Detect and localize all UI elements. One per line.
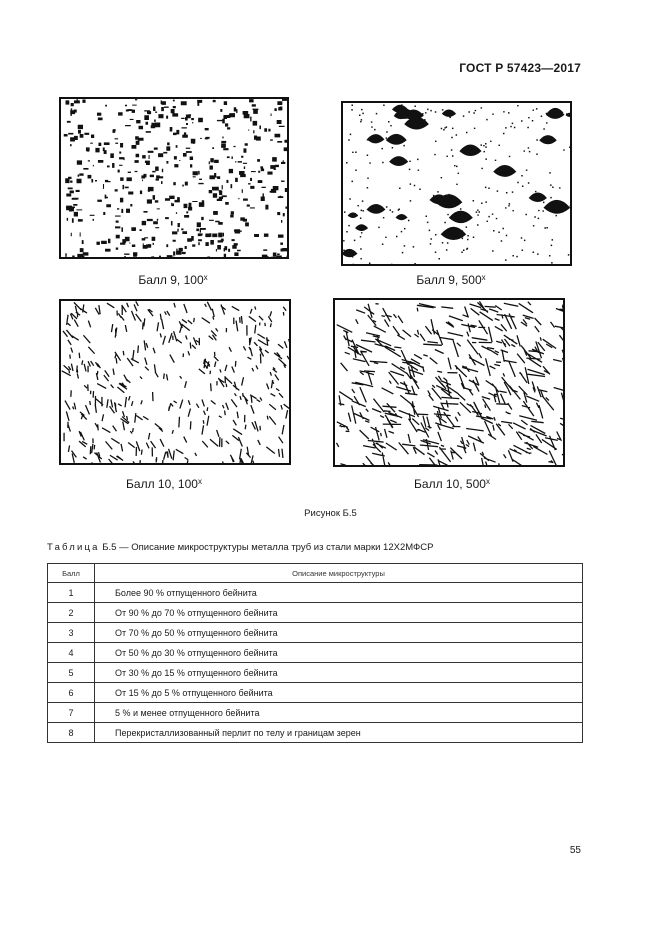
table-title bbox=[47, 542, 433, 553]
cell-description: От 70 % до 50 % отпущенного бейнита bbox=[95, 623, 583, 643]
page-number: 55 bbox=[569, 845, 581, 856]
cell-ball: 4 bbox=[48, 643, 95, 663]
table-row bbox=[48, 663, 583, 683]
micrograph-texture bbox=[343, 103, 570, 264]
table-row bbox=[48, 683, 583, 703]
micrograph-ball-10-500x bbox=[333, 298, 565, 467]
caption-text: Балл 9, 100 bbox=[138, 273, 204, 287]
header-description: Описание микроструктуры bbox=[95, 564, 583, 583]
cell-description: Перекристаллизованный перлит по телу и границам зерен bbox=[95, 723, 583, 743]
cell-description: От 30 % до 15 % отпущенного бейнита bbox=[95, 663, 583, 683]
magnification-mark: x bbox=[197, 477, 202, 486]
table-row bbox=[48, 703, 583, 723]
magnification-mark: x bbox=[481, 273, 486, 282]
table-row bbox=[48, 583, 583, 603]
caption-ball-10-500x bbox=[332, 477, 572, 491]
magnification-mark: x bbox=[203, 273, 208, 282]
magnification-mark: x bbox=[485, 477, 490, 486]
micrograph-ball-10-100x bbox=[59, 299, 291, 465]
cell-ball: 3 bbox=[48, 623, 95, 643]
cell-description: От 50 % до 30 % отпущенного бейнита bbox=[95, 643, 583, 663]
cell-description: Более 90 % отпущенного бейнита bbox=[95, 583, 583, 603]
micrograph-particles bbox=[343, 104, 570, 264]
micrograph-texture bbox=[335, 300, 563, 465]
table-row bbox=[48, 603, 583, 623]
cell-ball: 2 bbox=[48, 603, 95, 623]
header-ball: Балл bbox=[48, 564, 95, 583]
caption-text: Балл 10, 500 bbox=[414, 477, 486, 491]
micrograph-lines bbox=[62, 301, 289, 463]
caption-ball-9-500x bbox=[331, 273, 571, 287]
caption-ball-10-100x bbox=[44, 477, 284, 491]
cell-ball: 6 bbox=[48, 683, 95, 703]
table-row bbox=[48, 723, 583, 743]
cell-description: От 15 % до 5 % отпущенного бейнита bbox=[95, 683, 583, 703]
table-title-text: Б.5 — Описание микроструктуры металла труб из стали марки 12Х2МФСР bbox=[99, 542, 434, 553]
cell-ball: 8 bbox=[48, 723, 95, 743]
cell-ball: 7 bbox=[48, 703, 95, 723]
micrograph-texture bbox=[61, 99, 287, 257]
micrograph-lines bbox=[336, 301, 563, 465]
micrograph-ball-9-500x bbox=[341, 101, 572, 266]
cell-ball: 5 bbox=[48, 663, 95, 683]
caption-text: Балл 9, 500 bbox=[416, 273, 482, 287]
micrograph-ball-9-100x bbox=[59, 97, 289, 259]
table-row bbox=[48, 623, 583, 643]
table-label: Таблица bbox=[47, 542, 100, 553]
table-row bbox=[48, 643, 583, 663]
micrograph-texture bbox=[61, 301, 289, 463]
cell-description: 5 % и менее отпущенного бейнита bbox=[95, 703, 583, 723]
figure-caption: Рисунок Б.5 bbox=[304, 508, 357, 519]
micrograph-particles bbox=[64, 99, 287, 257]
cell-ball: 1 bbox=[48, 583, 95, 603]
caption-text: Балл 10, 100 bbox=[126, 477, 198, 491]
table-header-row bbox=[48, 564, 583, 583]
cell-description: От 90 % до 70 % отпущенного бейнита bbox=[95, 603, 583, 623]
microstructure-table bbox=[47, 563, 583, 743]
caption-ball-9-100x bbox=[53, 273, 293, 287]
standard-designation: ГОСТ Р 57423—2017 bbox=[459, 61, 581, 75]
